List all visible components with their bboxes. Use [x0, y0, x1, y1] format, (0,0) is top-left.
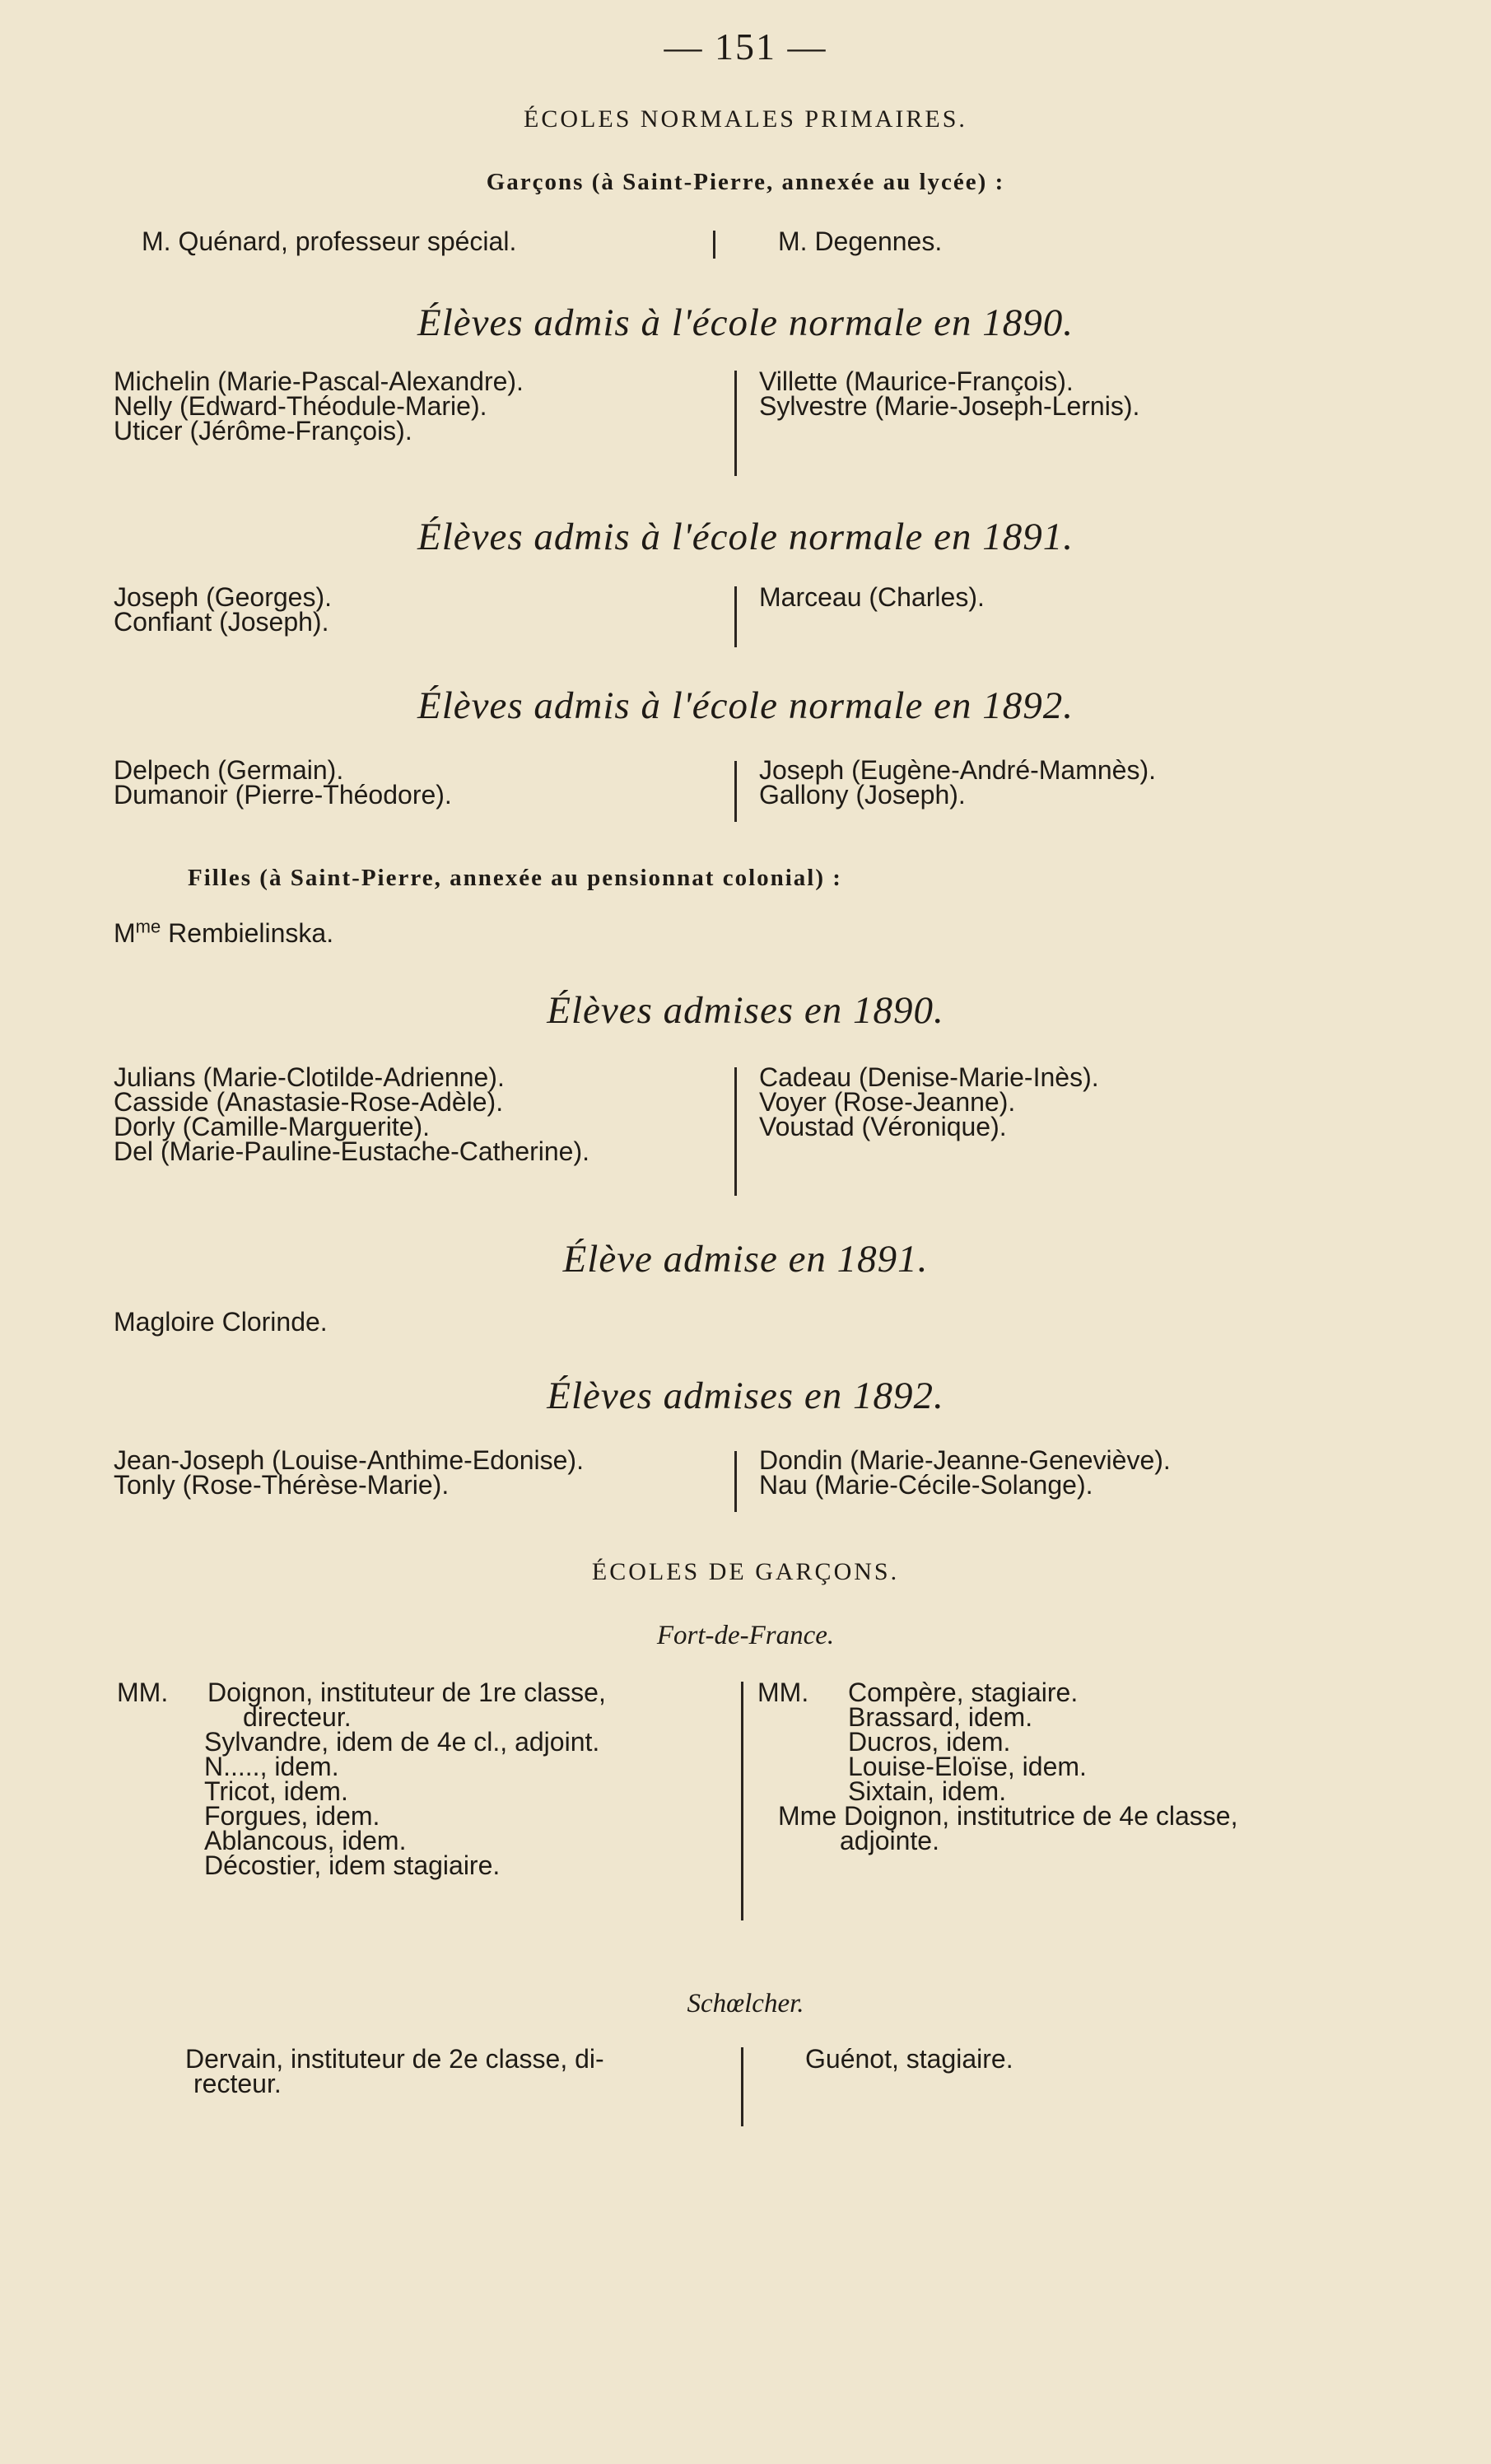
student-name: Michelin (Marie-Pascal-Alexandre). — [114, 366, 524, 396]
student-name: Marceau (Charles). — [759, 582, 985, 612]
column-divider — [734, 1451, 737, 1512]
mm-prefix-left: MM. — [117, 1678, 169, 1707]
column-divider — [734, 371, 737, 476]
student-name: Dumanoir (Pierre-Théodore). — [114, 780, 452, 810]
group-1891-right — [759, 582, 985, 612]
staff-entry: recteur. — [193, 2069, 282, 2098]
student-name: Villette (Maurice-François). — [759, 366, 1074, 396]
fort-de-france-right — [757, 1680, 1237, 1853]
student-name: Joseph (Eugène-André-Mamnès). — [759, 755, 1157, 785]
student-name: Nelly (Edward-Théodule-Marie). — [114, 391, 487, 421]
filles-teacher: $M^{me}$ Rembielinska. — [114, 916, 334, 948]
student-name: Confiant (Joseph). — [114, 607, 329, 637]
teacher-right: M. Degennes. — [778, 226, 943, 256]
staff-entry: Sylvandre, idem de 4e cl., adjoint. — [204, 1727, 600, 1757]
group-heading-1892: Élèves admis à l'école normale en 1892. — [417, 684, 1074, 727]
staff-entry: Ablancous, idem. — [204, 1826, 407, 1855]
fort-de-france-left — [115, 1680, 606, 1878]
student-name: Tonly (Rose-Thérèse-Marie). — [114, 1470, 450, 1500]
student-name: Joseph (Georges). — [114, 582, 333, 612]
student-name: Voustad (Véronique). — [759, 1112, 1007, 1141]
student-name: Dondin (Marie-Jeanne-Geneviève). — [759, 1445, 1171, 1475]
staff-entry: Louise-Eloïse, idem. — [848, 1752, 1087, 1781]
teacher-left: M. Quénard, professeur spécial. — [142, 226, 517, 256]
fort-de-france-heading: Fort-de-France. — [656, 1621, 835, 1650]
column-divider — [741, 1682, 743, 1920]
student-name: Dorly (Camille-Marguerite). — [114, 1112, 431, 1141]
schoelcher-heading: Schœlcher. — [687, 1989, 804, 2018]
student-name: Casside (Anastasie-Rose-Adèle). — [114, 1087, 504, 1117]
garcons-heading: Garçons (à Saint-Pierre, annexée au lycée) : — [486, 169, 1005, 195]
student-name: Del (Marie-Pauline-Eustache-Catherine). — [114, 1136, 590, 1166]
group-1890-right — [759, 366, 1140, 421]
ecoles-garcons-title: ÉCOLES DE GARÇONS. — [591, 1558, 900, 1585]
group-1892-left — [114, 755, 452, 810]
column-divider — [734, 586, 737, 647]
student-name: Jean-Joseph (Louise-Anthime-Edonise). — [114, 1445, 584, 1475]
column-divider — [734, 1067, 737, 1196]
group-heading-1891: Élèves admis à l'école normale en 1891. — [417, 516, 1074, 558]
staff-entry: Décostier, idem stagiaire. — [204, 1850, 501, 1880]
staff-entry: Forgues, idem. — [204, 1801, 380, 1831]
staff-entry: N....., idem. — [204, 1752, 339, 1781]
group-1891-left — [114, 582, 333, 637]
staff-entry: Guénot, stagiaire. — [805, 2044, 1013, 2074]
group-1890-left — [114, 366, 524, 446]
student-name: Sylvestre (Marie-Joseph-Lernis). — [759, 391, 1140, 421]
filles-1890-left — [114, 1062, 590, 1166]
filles-heading-1890: Élèves admises en 1890. — [547, 989, 944, 1032]
student-name: Gallony (Joseph). — [759, 780, 966, 810]
student-name: Cadeau (Denise-Marie-Inès). — [759, 1062, 1099, 1092]
staff-entry: Mme Doignon, institutrice de 4e classe, — [778, 1801, 1238, 1831]
student-name: Delpech (Germain). — [114, 755, 344, 785]
column-divider — [713, 231, 715, 259]
student-name: Nau (Marie-Cécile-Solange). — [759, 1470, 1093, 1500]
staff-entry: Brassard, idem. — [848, 1702, 1033, 1732]
student-name: Julians (Marie-Clotilde-Adrienne). — [114, 1062, 505, 1092]
filles-1892-right — [759, 1445, 1171, 1500]
page-number: — 151 — — [664, 26, 827, 68]
staff-entry: Doignon, instituteur de 1re classe, — [207, 1678, 606, 1707]
staff-entry: directeur. — [243, 1702, 352, 1732]
section-title: ÉCOLES NORMALES PRIMAIRES. — [524, 105, 967, 133]
filles-heading-1891: Élève admise en 1891. — [562, 1238, 929, 1281]
filles-1890-right — [759, 1062, 1099, 1141]
schoelcher-left — [185, 2046, 604, 2096]
group-1892-right — [759, 755, 1157, 810]
staff-entry: Tricot, idem. — [204, 1776, 348, 1806]
staff-entry: Dervain, instituteur de 2e classe, di- — [185, 2044, 604, 2074]
group-heading-1890: Élèves admis à l'école normale en 1890. — [417, 301, 1074, 344]
staff-entry: adjointe. — [840, 1826, 939, 1855]
student-name: Uticer (Jérôme-François). — [114, 416, 412, 446]
staff-entry: Sixtain, idem. — [848, 1776, 1007, 1806]
student-name: Magloire Clorinde. — [114, 1307, 328, 1337]
mm-prefix-right: MM. — [757, 1678, 809, 1707]
filles-1892-left — [114, 1445, 584, 1500]
staff-entry: Ducros, idem. — [848, 1727, 1011, 1757]
filles-heading-1892: Élèves admises en 1892. — [547, 1374, 944, 1417]
column-divider — [741, 2047, 743, 2126]
student-name: Voyer (Rose-Jeanne). — [759, 1087, 1016, 1117]
column-divider — [734, 761, 737, 822]
staff-entry: Compère, stagiaire. — [848, 1678, 1079, 1707]
filles-heading: Filles (à Saint-Pierre, annexée au pensionnat colonial) : — [188, 865, 842, 891]
